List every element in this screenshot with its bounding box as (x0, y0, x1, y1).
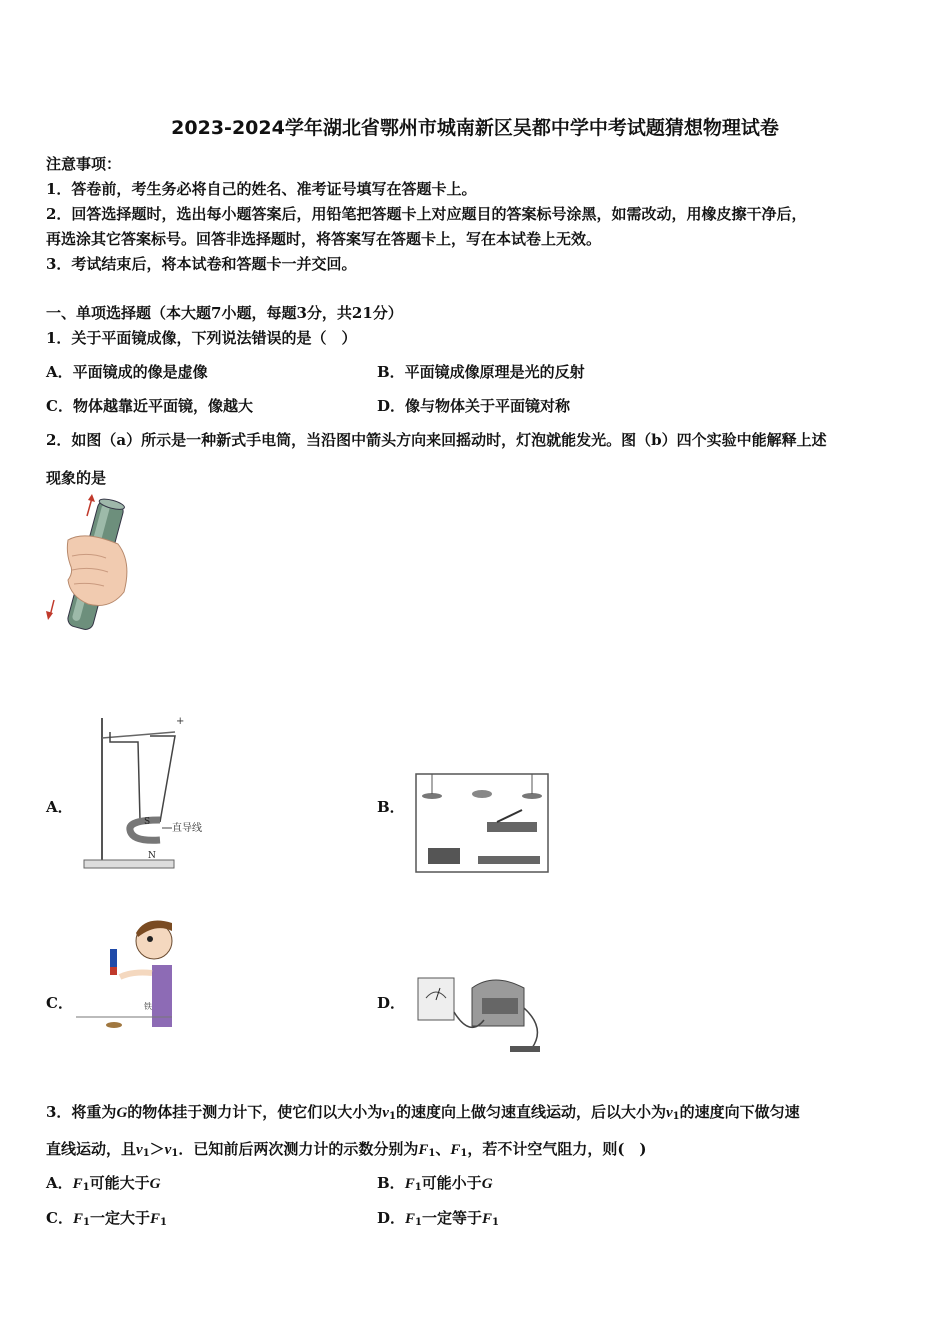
svg-text:+: + (176, 716, 185, 727)
q1-option-d: D．像与物体关于平面镜对称 (377, 397, 571, 415)
notice-item-2: 2．回答选择题时，选出每小题答案后，用铅笔把答题卡上对应题目的答案标号涂黑，如需改动，用橡皮擦干净后， (46, 205, 807, 223)
flashlight-figure (40, 492, 140, 642)
q3-option-d: D．$F_1$一定等于$F_1$ (377, 1209, 499, 1228)
q3-option-b: B．$F_1$可能小于G (377, 1174, 493, 1193)
notice-item-1: 1．答卷前，考生务必将自己的姓名、准考证号填写在答题卡上。 (46, 180, 477, 198)
fig-a-label: 直导线 (172, 823, 202, 834)
fig-a-pole-s: S (144, 817, 151, 827)
notice-item-2-cont: 再选涂其它答案标号。回答非选择题时，将答案写在答题卡上，写在本试卷上无效。 (46, 230, 602, 248)
q2-stem-cont: 现象的是 (46, 469, 107, 487)
galvanometer-apparatus (414, 968, 554, 1058)
q1-stem: 1．关于平面镜成像，下列说法错误的是（ ） (46, 329, 357, 347)
fig-a-pole-n: N (148, 851, 156, 861)
q3-option-c: C．$F_1$一定大于$F_1$ (46, 1209, 167, 1228)
q3-stem-line1: 3．将重为G的物体挂于测力计下，使它们以大小为$v_1$的速度向上做匀速直线运动，后以大小为$v_1$的速度向下做匀速 (46, 1103, 800, 1122)
boy-magnet-figure (76, 915, 176, 1030)
circuit-apparatus (412, 770, 552, 875)
q2-label-d: D． (377, 994, 406, 1012)
section-heading: 一、单项选择题（本大题7小题，每题3分，共21分） (46, 304, 403, 322)
q1-option-c: C．物体越靠近平面镜，像越大 (46, 397, 253, 415)
q1-option-b: B．平面镜成像原理是光的反射 (377, 363, 585, 381)
q2-label-a: A． (46, 798, 73, 816)
q2-label-c: C． (46, 994, 73, 1012)
q3-stem-line2: 直线运动，且$v_1>v_1$．已知前后两次测力计的示数分别为$F_1$、$F_1$，若不计空气阻力，则( ) (46, 1140, 647, 1159)
fig-c-label: 铁 (144, 1002, 152, 1011)
q2-label-b: B． (377, 798, 405, 816)
q2-stem: 2．如图（a）所示是一种新式手电筒，当沿图中箭头方向来回摇动时，灯泡就能发光。图（b）四个实验中能解释上述 (46, 431, 827, 449)
q1-option-a: A．平面镜成的像是虚像 (46, 363, 208, 381)
notice-heading: 注意事项： (46, 155, 122, 173)
q3-option-a: A．$F_1$可能大于G (46, 1174, 161, 1193)
notice-item-3: 3．考试结束后，将本试卷和答题卡一并交回。 (46, 255, 357, 273)
page-title: 2023-2024学年湖北省鄂州市城南新区吴都中学中考试题猜想物理试卷 (171, 117, 779, 139)
wire-magnet-apparatus (80, 712, 220, 872)
